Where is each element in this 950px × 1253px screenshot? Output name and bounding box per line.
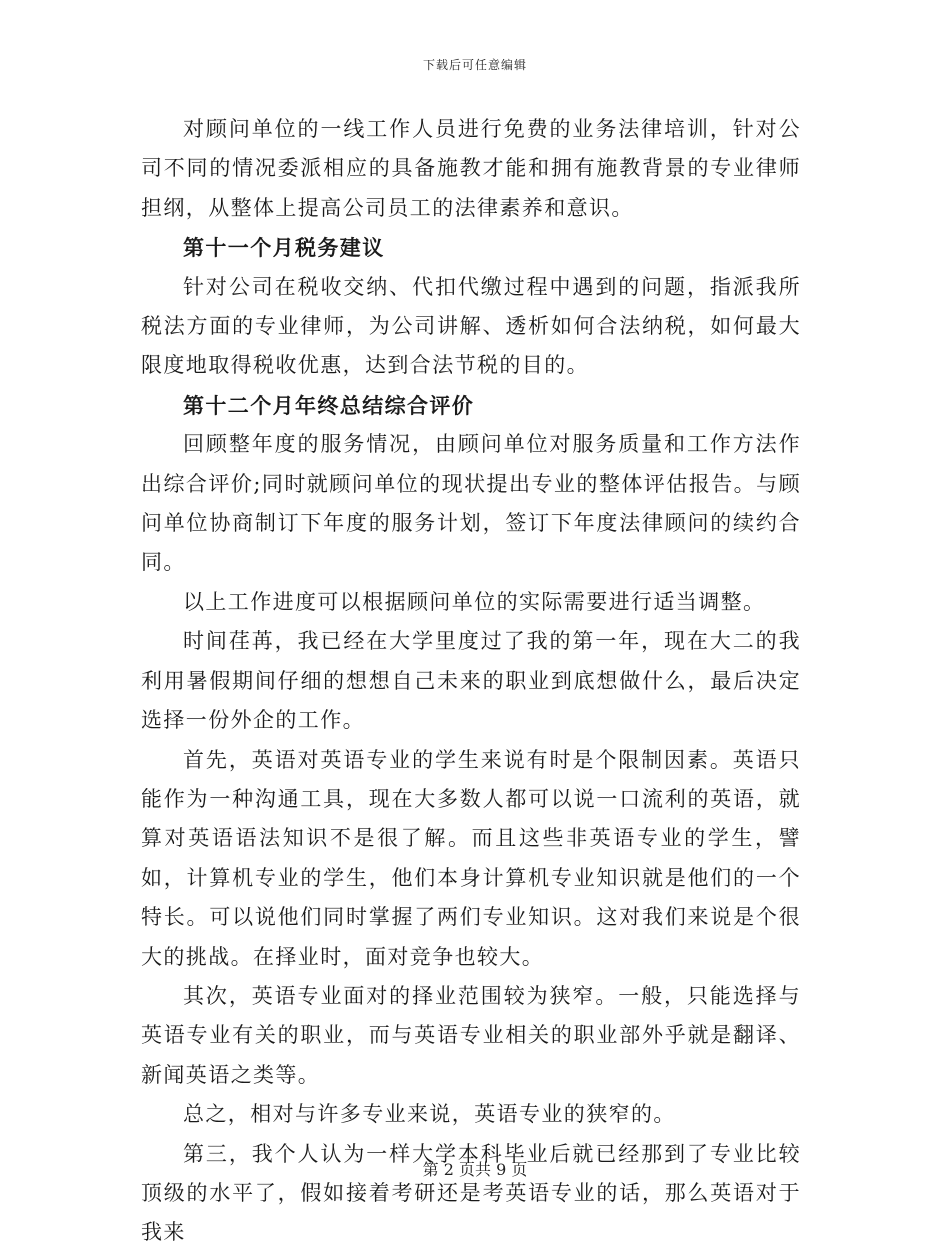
paragraph-third-point: 第三，我个人认为一样大学本科毕业后就已经那到了专业比较顶级的水平了，假如接着考研还是考英语专业的话，那么英语对于我来 [141, 1141, 801, 1245]
paragraph-schedule-note: 以上工作进度可以根据顾问单位的实际需要进行适当调整。 [183, 589, 766, 614]
paragraph-year-end-review: 回顾整年度的服务情况，由顾问单位对服务质量和工作方法作出综合评价;同时就顾问单位的现状提出专业的整体评估报告。与顾问单位协商制订下年度的服务计划，签订下年度法律顾问的续约合同。 [141, 432, 801, 575]
paragraph-training: 对顾问单位的一线工作人员进行免费的业务法律培训，针对公司不同的情况委派相应的具备施教才能和拥有施教背景的专业律师担纲，从整体上提高公司员工的法律素养和意识。 [141, 117, 801, 220]
page-header: 下载后可任意编辑 [422, 58, 527, 72]
heading-month-eleven: 第十一个月税务建议 [183, 235, 385, 261]
paragraph-first-point: 首先，英语对英语专业的学生来说有时是个限制因素。英语只能作为一种沟通工具，现在大多数人都可以说一口流利的英语，就算对英语语法知识不是很了解。而且这些非英语专业的学生，譬如，计算机专业的学生，他们本身计算机专业知识就是他们的一个特长。可以说他们同时掌握了两们专业知识。这对我们来说是个很大的挑战。在择业时，面对竞争也较大。 [141, 747, 801, 969]
page-number: 第 2 页共 9 页 [422, 1160, 528, 1179]
paragraph-summary: 总之，相对与许多专业来说，英语专业的狭窄的。 [183, 1102, 676, 1127]
paragraph-second-point: 其次，英语专业面对的择业范围较为狭窄。一般，只能选择与英语专业有关的职业，而与英语专业相关的职业部外乎就是翻译、新闻英语之类等。 [141, 983, 801, 1087]
document-body [141, 110, 801, 1253]
paragraph-career-intro: 时间荏苒，我已经在大学里度过了我的第一年，现在大二的我利用暑假期间仔细的想想自己未来的职业到底想做什么，最后决定选择一份外企的工作。 [141, 629, 801, 733]
paragraph-tax-advice: 针对公司在税收交纳、代扣代缴过程中遇到的问题，指派我所税法方面的专业律师，为公司讲解、透析如何合法纳税，如何最大限度地取得税收优惠，达到合法节税的目的。 [141, 274, 801, 378]
heading-month-twelve: 第十二个月年终总结综合评价 [183, 392, 475, 418]
